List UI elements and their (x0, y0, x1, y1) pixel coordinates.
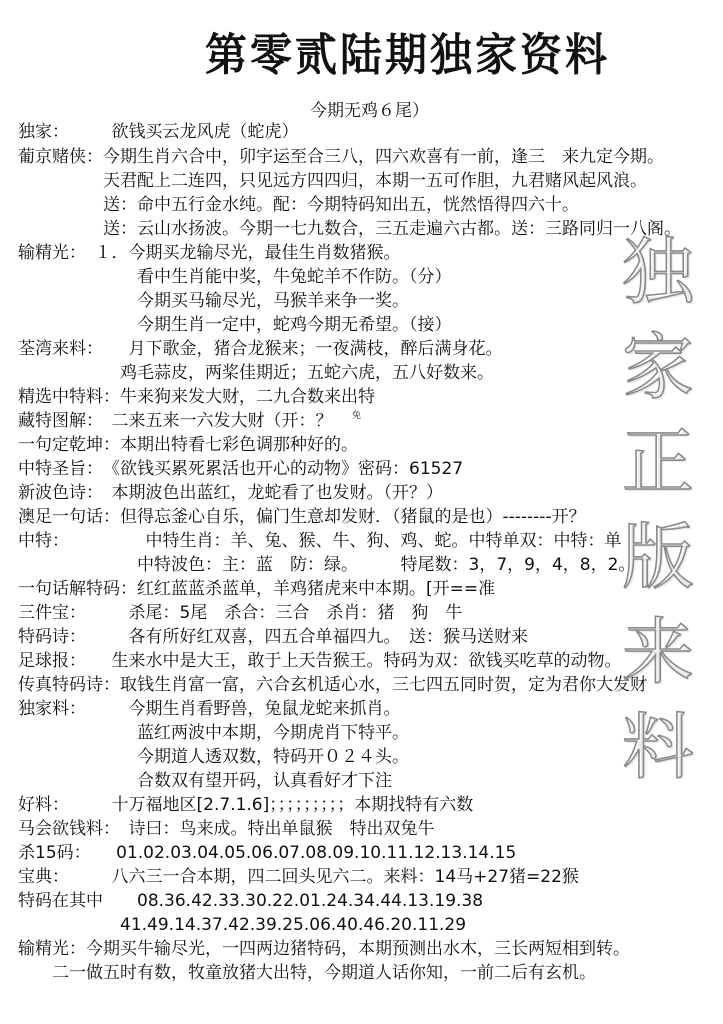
line-riddle: 一句话解特码：红红蓝蓝杀蓝单，羊鸡猪虎来中本期。[开==准 (18, 579, 496, 599)
line-treasure-book: 宝典： 八六三一合本期，四二回头见六二。来料：14马+27猪=22猴 (18, 867, 579, 887)
stamp-char: 独 (621, 230, 694, 314)
line-poem: 特码诗： 各有所好红双喜，四五合单福四九。 送：猴马送财来 (18, 627, 528, 647)
line-lose-all-2: 看中生肖能中奖，牛兔蛇羊不作防。（分） (18, 267, 452, 287)
line-hidden-special: 藏特图解： 二来五来一六发大财（开：？ (18, 411, 333, 431)
line-football-news: 足球报： 生来水中是大王，敢于上天告猴王。特码为双：欲钱买吃草的动物。 (18, 651, 622, 671)
line-three-treasures: 三件宝： 杀尾：5尾 杀合：三合 杀肖：猪 狗 牛 (18, 603, 463, 623)
line-good-material: 好料： 十万福地区[2.7.1.6]；；；；；；；；；本期找特有六数 (18, 795, 474, 815)
stamp-char: 版 (621, 515, 694, 599)
line-selected: 精选中特料：牛来狗来发大财，二九合数来出特 (18, 387, 375, 407)
line-decree: 中特圣旨： 《欲钱买累死累活也开心的动物》密码：61527 (18, 459, 464, 479)
small-mark: 免 (352, 411, 362, 421)
line-exclusive-material-2: 蓝红两波中本期，今期虎肖下特平。 (18, 723, 409, 743)
line-one-sentence: 一句定乾坤：本期出特看七彩色调那种好的。 (18, 435, 358, 455)
line-lisbon-gambler-2: 天君配上二连四，只见远方四四归，本期一五可作胆，九君赌风起风浪。 (18, 171, 647, 191)
stamp-char: 家 (621, 325, 694, 409)
line-lisbon-gambler-3: 送：命中五行金水纯。配：今期特码知出五，恍然悟得四六十。 (18, 195, 579, 215)
line-tsuen-wan-2: 鸡毛蒜皮，两桨佳期近；五蛇六虎，五八好数来。 (18, 363, 494, 383)
vertical-stamp (608, 225, 708, 795)
line-lisbon-gambler: 葡京赌侠：今期生肖六合中，卯宇运至合三八，四六欢喜有一前，逢三 来九定今期。 (18, 147, 664, 167)
line-wave-color: 新波色诗： 本期波色出蓝红，龙蛇看了也发财。（开？） (18, 483, 443, 503)
stamp-char: 来 (621, 610, 694, 694)
page-subtitle: 今期无鸡６尾） (310, 101, 429, 121)
line-kill-15: 杀15码： 01.02.03.04.05.06.07.08.09.10.11.12.13.14.15 (18, 843, 517, 863)
line-special-wave: 中特波色：主：蓝 防：绿。 特尾数：3，7，9，4，8，2。 (18, 555, 636, 575)
line-special-zodiac: 中特： 中特生肖：羊、兔、猴、牛、狗、鸡、蛇。中特单双：中特：单 (18, 531, 622, 551)
stamp-char: 正 (621, 420, 694, 504)
line-numbers-1: 特码在其中 08.36.42.33.30.22.01.24.34.44.13.19.38 (18, 891, 484, 911)
line-lose-all-final: 输精光：今期买牛输尽光，一四两边猪特码，本期预测出水木，三长两短相到转。 (18, 939, 630, 959)
stamp-char: 料 (621, 705, 694, 789)
line-exclusive-material: 独家料： 今期生肖看野兽，兔鼠龙蛇来抓肖。 (18, 699, 401, 719)
line-lose-all: 输精光： １．今期买龙输尽光，最佳生肖数猪猴。 (18, 243, 401, 263)
line-exclusive-material-4: 合数双有望开码，认真看好才下注 (18, 771, 392, 791)
line-exclusive-material-3: 今期道人透双数，特码开０２４头。 (18, 747, 409, 767)
line-lisbon-gambler-4: 送：云山水扬波。今期一七九数合，三五走遍六古都。送：三路同归一八阁。 (18, 219, 681, 239)
line-lose-all-4: 今期生肖一定中，蛇鸡今期无希望。（接） (18, 315, 452, 335)
line-closing: 二一做五时有数，牧童放猪大出特，今期道人话你知，一前二后有玄机。 (18, 963, 596, 983)
line-tsuen-wan: 荃湾来料： 月下歌金，猪合龙猴来；一夜满枝，醉后满身花。 (18, 339, 503, 359)
line-horse-club: 马会欲钱料： 诗曰：鸟来成。特出单鼠猴 特出双兔牛 (18, 819, 435, 839)
line-exclusive: 独家： 欲钱买云龙风虎（蛇虎） (18, 122, 299, 142)
page-title: 第零贰陆期独家资料 (205, 28, 611, 81)
line-macau-football: 澳足一句话：但得忘釜心自乐，偏门生意却发财．（猪鼠的是也）--------开？ (18, 507, 586, 527)
line-fax-poem: 传真特码诗：取钱生肖富一富，六合玄机适心水，三七四五同时贺，定为君你大发财 (18, 675, 647, 695)
line-lose-all-3: 今期买马输尽光，马猴羊来争一奖。 (18, 291, 409, 311)
line-numbers-2: 41.49.14.37.42.39.25.06.40.46.20.11.29 (18, 915, 467, 935)
